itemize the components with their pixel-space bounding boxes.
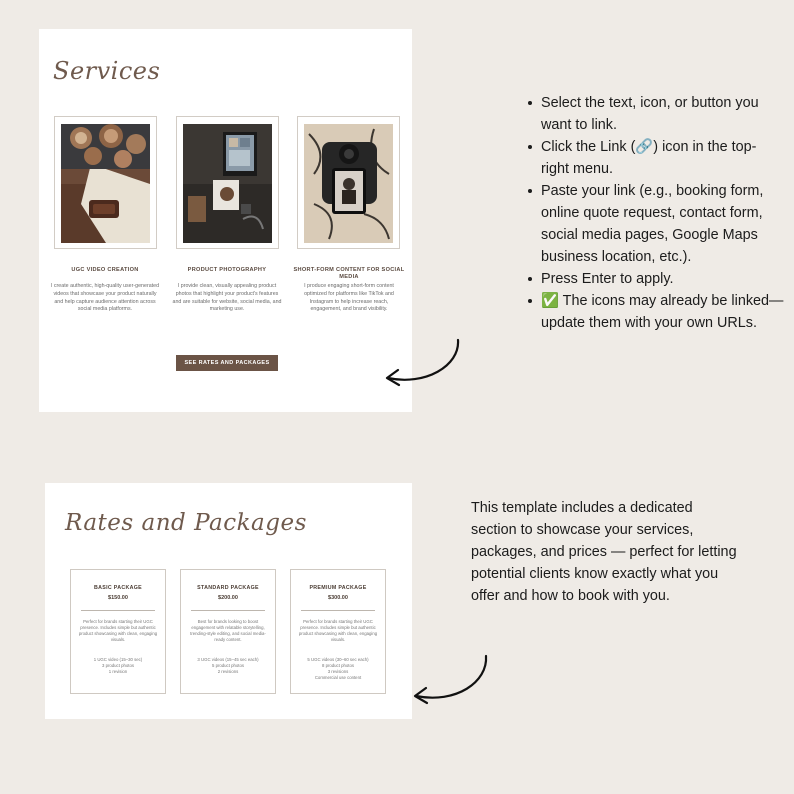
rates-note: This template includes a dedicated section to showcase your services, packages, and prices — perfect for letting potential clients know exactly what you offer and how to book with you. <box>471 500 737 604</box>
instruction-item: ✅ The icons may already be linked—update them with your own URLs. <box>522 290 784 334</box>
instruction-item: Press Enter to apply. <box>522 268 784 290</box>
package-name: STANDARD PACKAGE <box>197 585 259 591</box>
service-heading: UGC VIDEO CREATION <box>71 267 139 273</box>
package-includes <box>77 657 159 675</box>
service-photography <box>168 267 286 314</box>
service-description: I produce engaging short-form content optimized for platforms like TikTok and Instagram to help increase reach, engagement, and brand visibility. <box>304 283 394 313</box>
package-include-item: 5 UGC videos (30–60 sec each) <box>307 657 369 662</box>
service-image-frame-photography <box>176 116 279 249</box>
package-card-premium[interactable] <box>290 569 386 694</box>
service-image-frame-ugc <box>54 116 157 249</box>
service-ugc <box>46 267 164 314</box>
services-section <box>39 29 412 412</box>
rates-section <box>45 483 412 719</box>
package-include-item: 5 product photos <box>211 663 244 668</box>
package-divider <box>301 610 375 611</box>
see-rates-button[interactable]: SEE RATES AND PACKAGES <box>176 355 278 371</box>
package-card-basic[interactable] <box>70 569 166 694</box>
service-heading: PRODUCT PHOTOGRAPHY <box>187 267 267 273</box>
package-include-item: 2 revisions <box>217 669 239 674</box>
service-description: I create authentic, high-quality user-generated videos that showcase your product naturally and help capture audience attention across social media platforms. <box>50 283 160 313</box>
instruction-item: Select the text, icon, or button you want to link. <box>522 92 784 136</box>
package-description: Perfect for brands starting their UGC presence. Includes simple but authentic product showcasing with clean, engaging visuals. <box>298 619 378 642</box>
arrow-icon <box>380 336 466 392</box>
package-include-item: 1 revision <box>108 669 128 674</box>
package-include-item: 3 product photos <box>101 663 134 668</box>
package-name: PREMIUM PACKAGE <box>309 585 367 591</box>
short-form-content-photo <box>304 124 393 243</box>
rates-title: Rates and Packages <box>65 510 307 536</box>
package-include-item: 3 UGC videos (15–45 sec each) <box>197 657 259 662</box>
product-photography-photo <box>183 124 272 243</box>
instruction-item: Click the Link (🔗) icon in the top-right menu. <box>522 136 784 180</box>
package-include-item: Commercial use content <box>314 675 362 680</box>
service-heading: SHORT-FORM CONTENT FOR SOCIAL MEDIA <box>293 267 405 280</box>
service-description: I provide clean, visually appealing product photos that highlight your product's features and are suitable for website, social media, and marketing use. <box>172 283 282 313</box>
services-title: Services <box>53 57 161 85</box>
package-divider <box>191 610 265 611</box>
package-price: $300.00 <box>328 595 348 601</box>
package-name: BASIC PACKAGE <box>94 585 142 591</box>
service-shortform <box>290 267 408 314</box>
package-description: Perfect for brands starting their UGC presence. Includes simple but authentic product showcasing with clean, engaging visuals. <box>78 619 158 642</box>
package-divider <box>81 610 155 611</box>
service-image-frame-shortform <box>297 116 400 249</box>
package-includes <box>297 657 379 681</box>
package-include-item: 8 product photos <box>321 663 354 668</box>
ugc-video-photo <box>61 124 150 243</box>
package-description: Best for brands looking to boost engagement with relatable storytelling, trending-style editing, and social media-ready content. <box>190 619 266 642</box>
package-include-item: 3 revisions <box>327 669 349 674</box>
package-card-standard[interactable] <box>180 569 276 694</box>
package-price: $200.00 <box>218 595 238 601</box>
package-include-item: 1 UGC video (15–30 sec) <box>93 657 143 662</box>
package-includes <box>187 657 269 675</box>
link-instructions-list <box>522 92 784 334</box>
package-price: $150.00 <box>108 595 128 601</box>
instruction-item: Paste your link (e.g., booking form, online quote request, contact form, social media pages, Google Maps business location, etc.). <box>522 180 784 268</box>
arrow-icon <box>406 652 492 708</box>
